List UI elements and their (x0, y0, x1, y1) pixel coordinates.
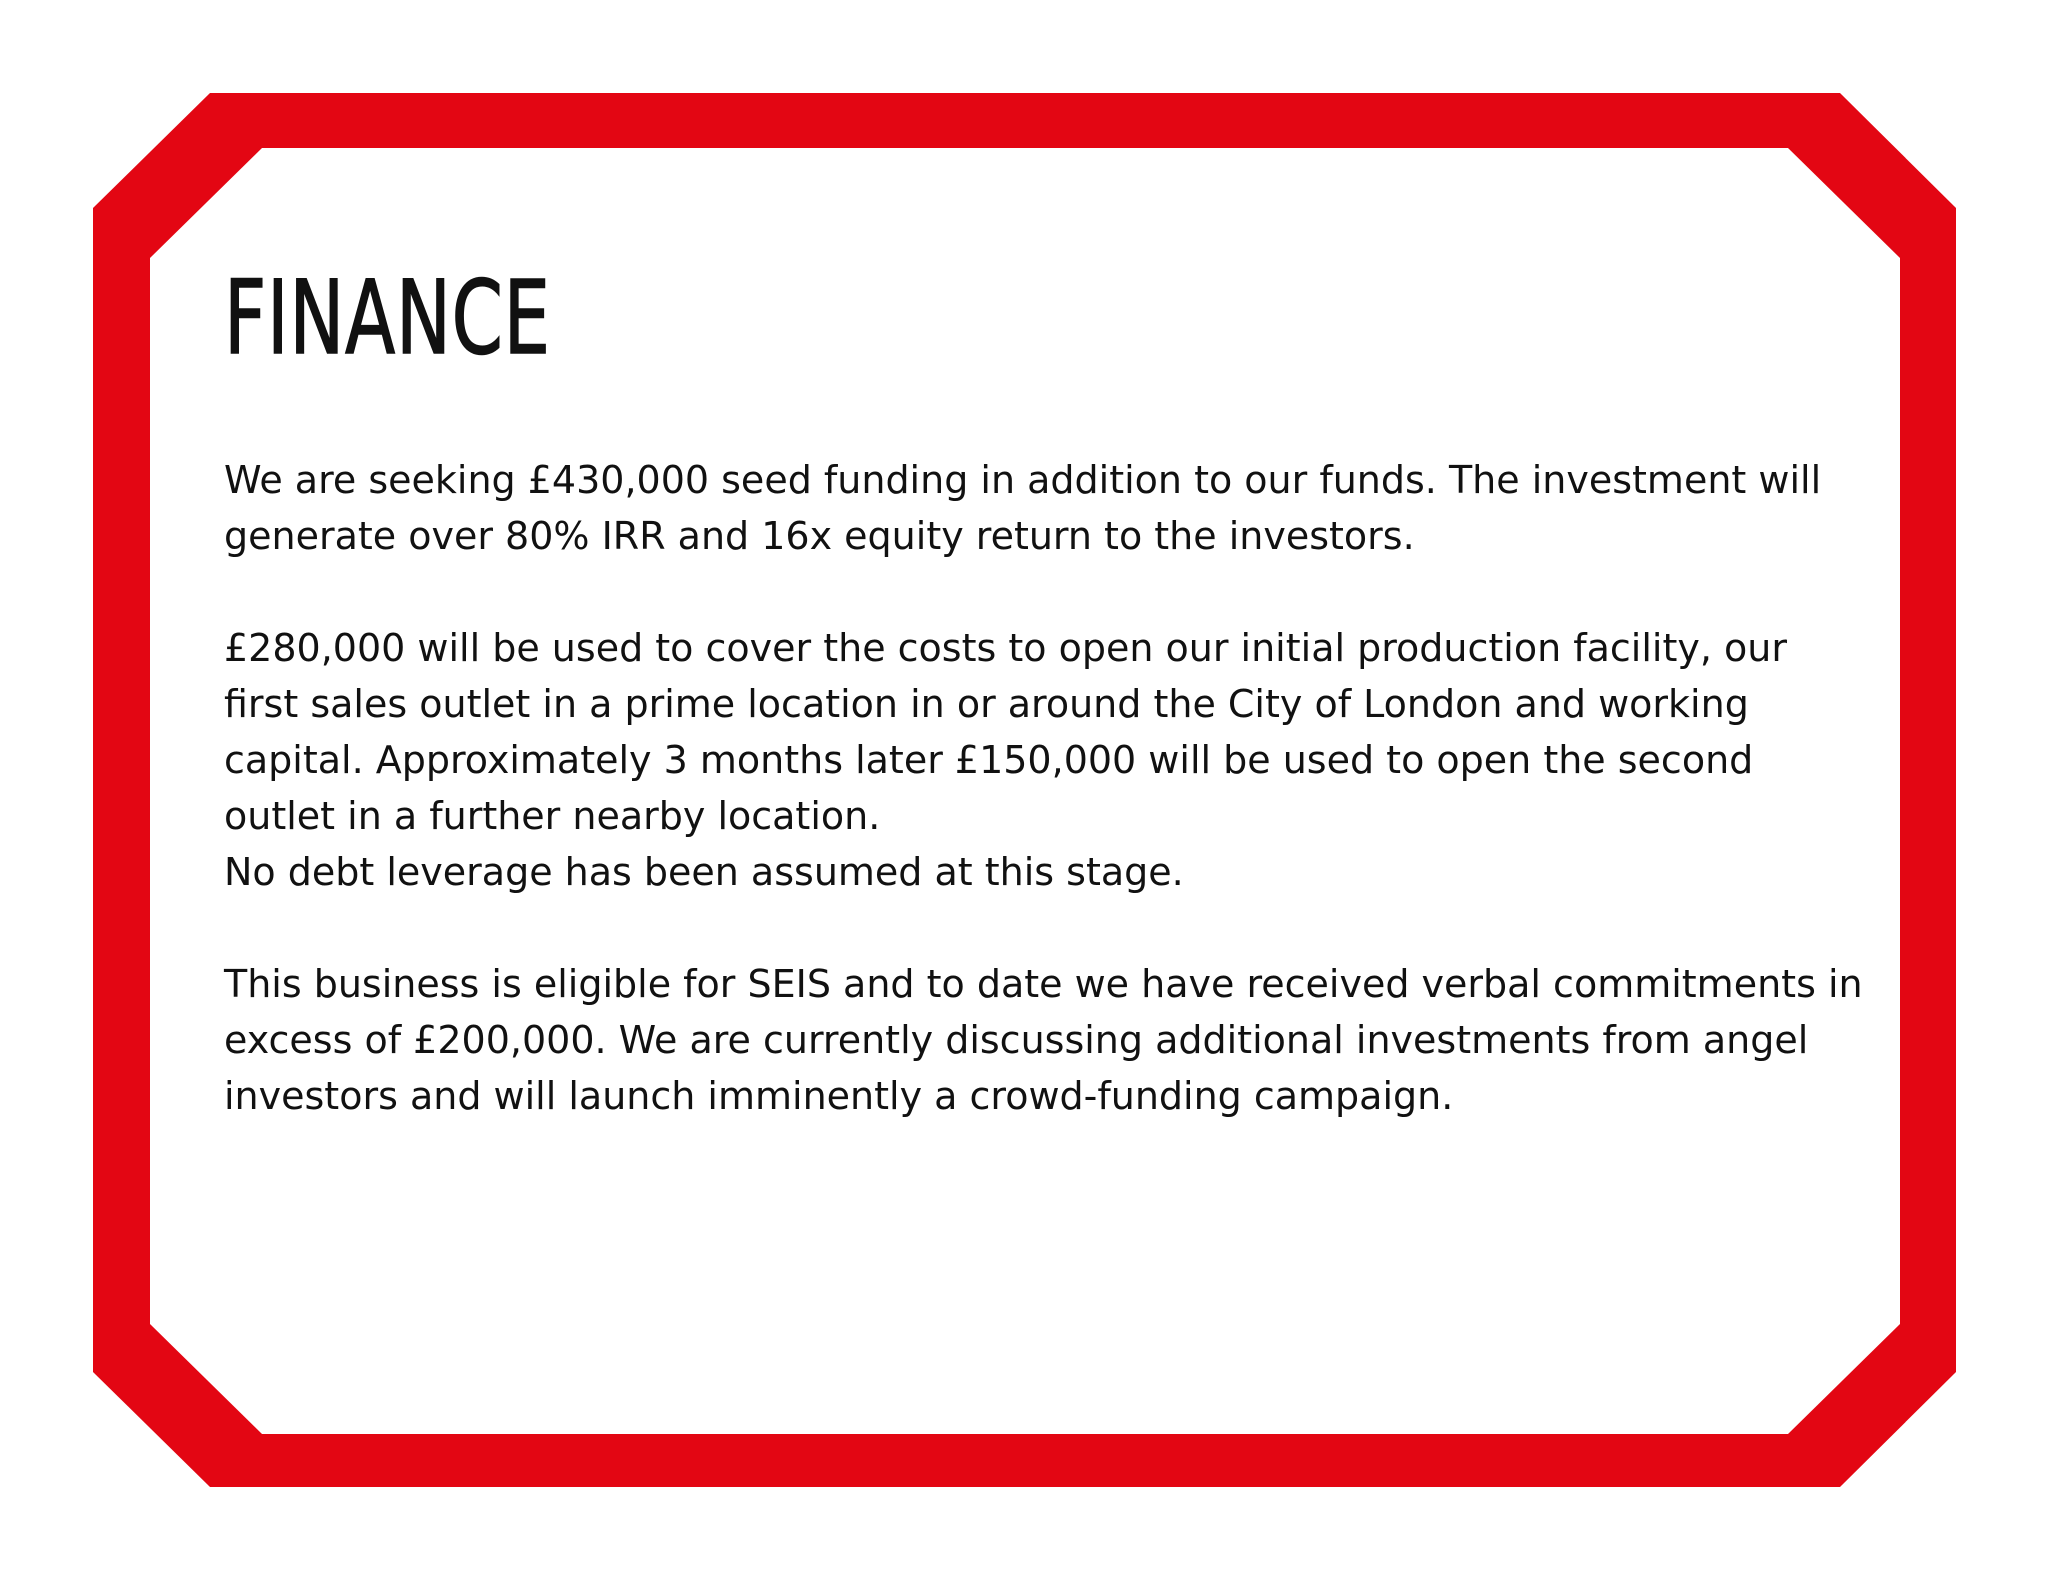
paragraph-spacer (224, 900, 1904, 956)
finance-body (224, 452, 1904, 1124)
paragraph-funding-request (224, 452, 1904, 564)
text-line: generate over 80% IRR and 16x equity return to the investors. (224, 514, 1415, 558)
text-line: excess of £200,000. We are currently discussing additional investments from angel (224, 1018, 1809, 1062)
text-line: first sales outlet in a prime location in or around the City of London and working (224, 682, 1749, 726)
text-line: outlet in a further nearby location. (224, 794, 881, 838)
text-line: investors and will launch imminently a crowd-funding campaign. (224, 1074, 1454, 1118)
paragraph-use-of-funds (224, 620, 1904, 900)
paragraph-seis-commitments (224, 956, 1904, 1124)
paragraph-spacer (224, 564, 1904, 620)
text-line: £280,000 will be used to cover the costs to open our initial production facility, our (224, 626, 1787, 670)
text-line: This business is eligible for SEIS and to date we have received verbal commitments in (224, 962, 1863, 1006)
text-line: capital. Approximately 3 months later £150,000 will be used to open the second (224, 738, 1754, 782)
text-line: No debt leverage has been assumed at this stage. (224, 850, 1184, 894)
page-title: FINANCE (224, 259, 551, 378)
text-line: We are seeking £430,000 seed funding in addition to our funds. The investment will (224, 458, 1822, 502)
